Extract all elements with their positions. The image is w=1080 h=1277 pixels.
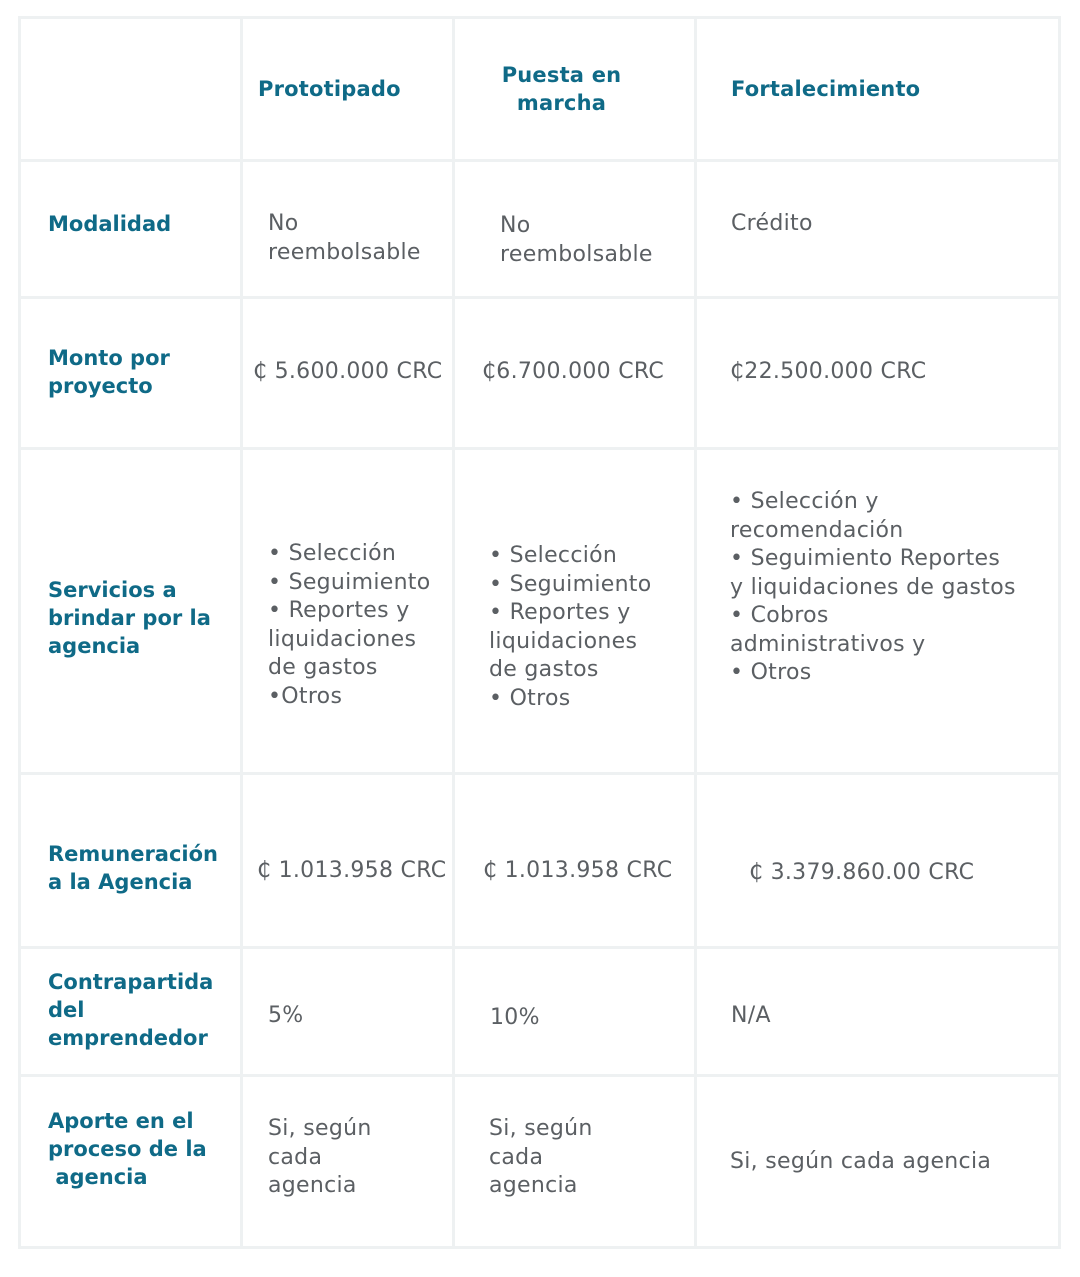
modalidad-prototipado: No reembolsable [268,211,421,265]
aporte-fortalecimiento: Si, según cada agencia [730,1149,992,1174]
row-divider [21,772,1058,775]
monto-prototipado: ₵ 5.600.000 CRC [253,359,443,384]
row-divider [21,296,1058,299]
header-fortalecimiento: Fortalecimiento [731,77,921,101]
monto-puesta-en-marcha: ₵6.700.000 CRC [482,359,665,384]
column-divider [452,19,455,1246]
remuneracion-fortalecimiento: ₵ 3.379.860.00 CRC [749,860,975,885]
remuneracion-puesta-en-marcha: ₵ 1.013.958 CRC [483,858,673,883]
header-prototipado: Prototipado [258,77,401,101]
header-puesta-en-marcha: Puesta en marcha [501,63,622,115]
remuneracion-prototipado: ₵ 1.013.958 CRC [257,858,447,883]
row-label-monto: Monto por proyecto [48,346,170,398]
modalidad-fortalecimiento: Crédito [731,211,813,236]
row-divider [21,946,1058,949]
servicios-puesta-en-marcha: • Selección • Seguimiento • Reportes y liquidaciones de gastos • Otros [489,543,652,711]
row-divider [21,1074,1058,1077]
row-divider [21,447,1058,450]
column-divider [240,19,243,1246]
contrapartida-fortalecimiento: N/A [731,1003,771,1028]
contrapartida-puesta-en-marcha: 10% [490,1005,540,1030]
row-label-aporte: Aporte en el proceso de la agencia [48,1109,207,1189]
row-label-modalidad: Modalidad [48,212,172,236]
comparison-table [18,16,1061,1249]
modalidad-puesta-en-marcha: No reembolsable [500,213,653,267]
monto-fortalecimiento: ₵22.500.000 CRC [730,359,927,384]
row-divider [21,159,1058,162]
aporte-puesta-en-marcha: Si, según cada agencia [489,1116,593,1198]
row-label-remuneracion: Remuneración a la Agencia [48,842,218,894]
servicios-prototipado: • Selección • Seguimiento • Reportes y liquidaciones de gastos •Otros [268,541,431,709]
contrapartida-prototipado: 5% [268,1003,304,1028]
row-label-contrapartida: Contrapartida del emprendedor [48,970,214,1050]
servicios-fortalecimiento: • Selección y recomendación • Seguimiento Reportes y liquidaciones de gastos • Cobros administrativos y • Otros [730,489,1016,685]
column-divider [694,19,697,1246]
row-label-servicios: Servicios a brindar por la agencia [48,578,211,658]
aporte-prototipado: Si, según cada agencia [268,1116,372,1198]
